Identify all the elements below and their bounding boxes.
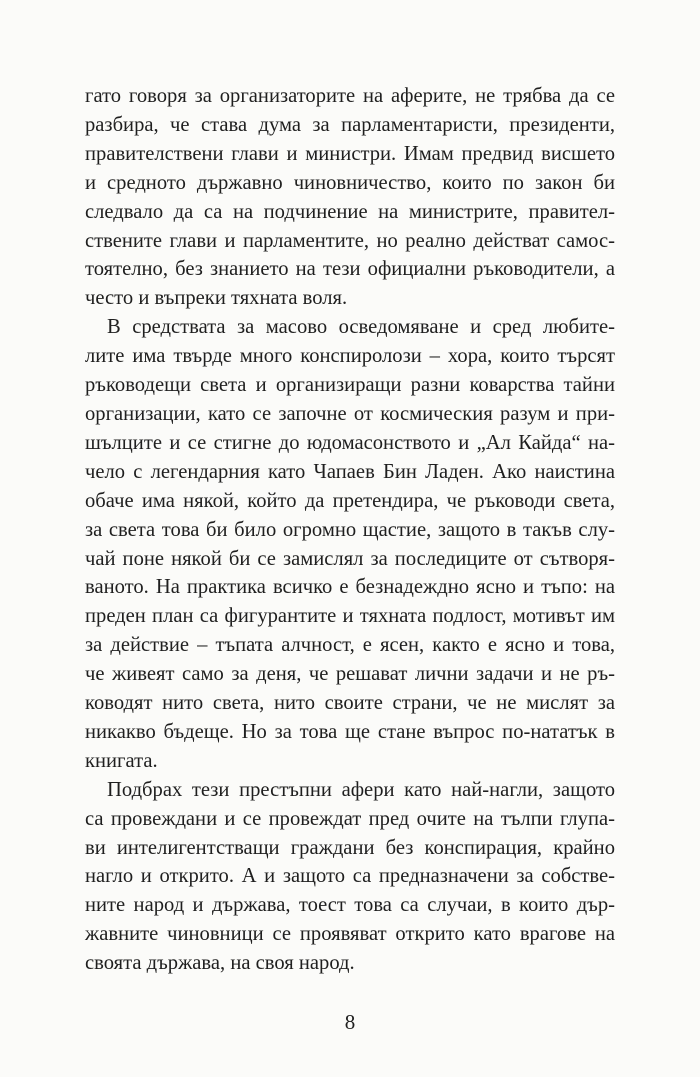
text-line: своята държава, на своя народ. xyxy=(85,952,355,975)
text-line: ствените глави и парламентите, но реално действат самос- xyxy=(85,229,615,252)
text-line: жавните чиновници се проявяват открито като врагове на xyxy=(85,923,615,946)
text-line: никакво бъдеще. Но за това ще стане въпрос по-нататък в xyxy=(85,720,615,743)
text-line: чело с легендарния като Чапаев Бин Ладен. Ако наистина xyxy=(85,460,615,483)
text-line: следвало да са на подчинение на министрите, правител- xyxy=(85,200,615,223)
paragraph xyxy=(85,82,615,313)
text-line: ръководещи света и организиращи разни коварства тайни xyxy=(85,374,615,397)
body-text xyxy=(85,82,615,978)
text-line: гато говоря за организаторите на аферите, не трябва да се xyxy=(85,85,615,107)
text-line: ководят нито света, нито своите страни, че не мислят за xyxy=(85,692,615,715)
paragraph xyxy=(85,776,615,978)
text-line: че живеят само за деня, че решават лични задачи и не ръ- xyxy=(85,663,615,686)
text-line: разбира, че става дума за парламентаристи, президенти, xyxy=(85,113,615,136)
text-line: нагло и открито. А и защото са предназначени за собстве- xyxy=(85,865,615,888)
text-line: ви интелигентстващи граждани без конспирация, крайно xyxy=(85,836,615,859)
page-number: 8 xyxy=(344,1010,356,1034)
text-line: тоятелно, без знанието на тези официални ръководители, а xyxy=(85,258,615,281)
text-line: за света това би било огромно щастие, защото в такъв слу- xyxy=(85,518,615,541)
text-line: книгата. xyxy=(85,749,158,772)
text-line: правителствени глави и министри. Имам предвид висшето xyxy=(85,142,615,165)
text-line: ваното. На практика всичко е безнадеждно ясно и тъпо: на xyxy=(85,576,615,599)
text-line: Подбрах тези престъпни афери като най-нагли, защото xyxy=(107,778,615,801)
paragraph xyxy=(85,313,615,776)
text-line: лите има твърде много конспиролози – хора, които търсят xyxy=(85,345,615,368)
text-line: В средствата за масово осведомяване и сред любите- xyxy=(107,316,615,339)
text-line: обаче има някой, който да претендира, че ръководи света, xyxy=(85,489,615,512)
text-line: организации, като се започне от космическия разум и при- xyxy=(85,402,615,425)
text-line: и средното държавно чиновничество, които по закон би xyxy=(85,171,615,194)
text-line: преден план са фигурантите и тяхната подлост, мотивът им xyxy=(85,605,615,628)
text-line: чай поне някой би се замислял за последиците от сътворя- xyxy=(85,547,615,570)
text-line: шълците и се стигне до юдомасонството и „Ал Кайда“ на- xyxy=(85,431,615,454)
text-line: ните народ и държава, тоест това са случаи, в които дър- xyxy=(85,894,615,917)
text-line: са провеждани и се провеждат пред очите на тълпи глупа- xyxy=(85,807,615,830)
text-line: за действие – тъпата алчност, е ясен, както е ясно и това, xyxy=(85,634,615,657)
text-line: често и въпреки тяхната воля. xyxy=(85,287,348,310)
